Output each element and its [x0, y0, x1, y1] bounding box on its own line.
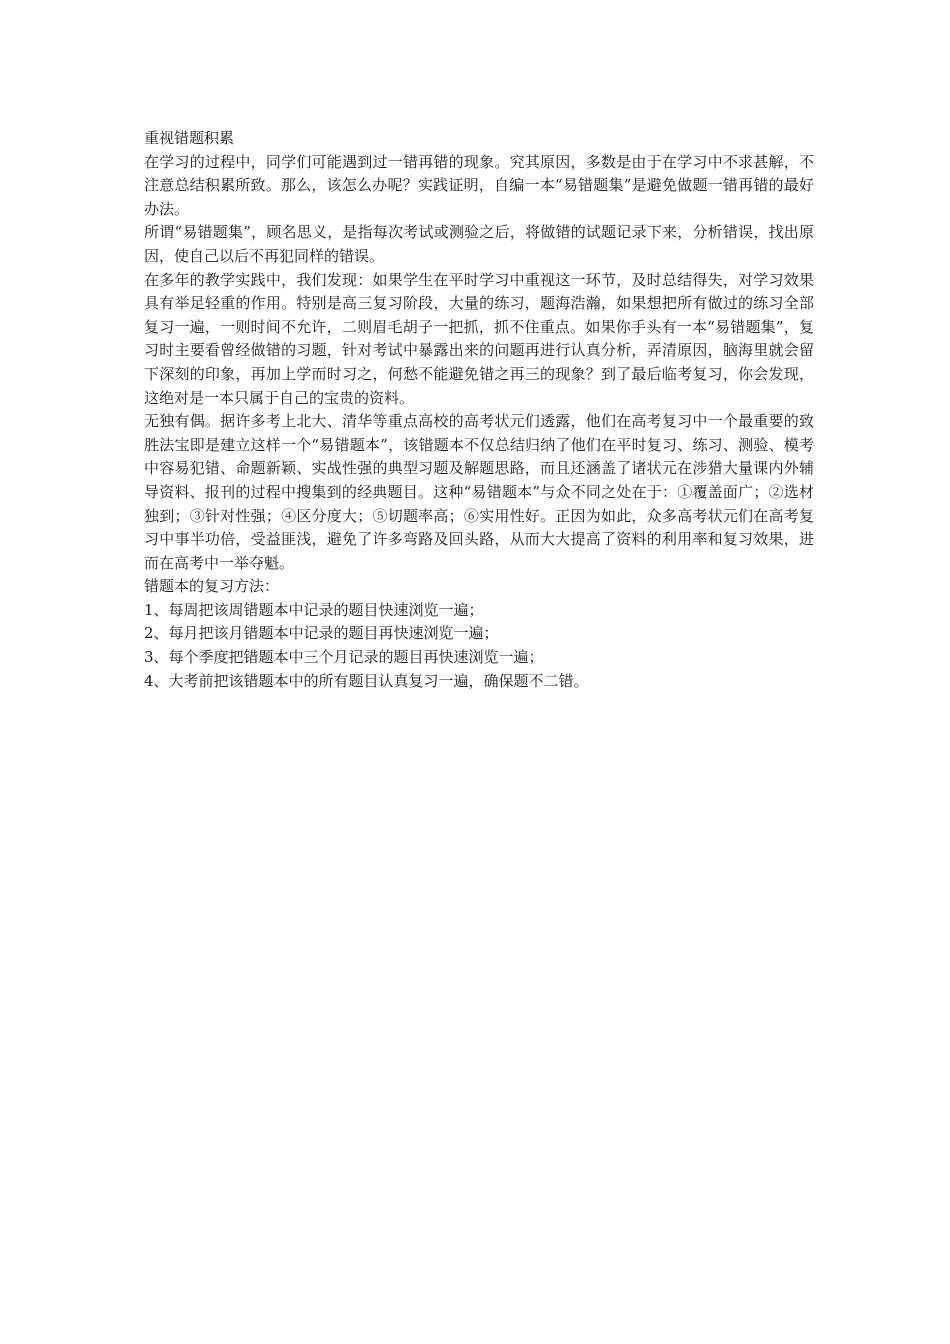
document-body: [144, 127, 814, 693]
review-method-item: 1、每周把该周错题本中记录的题目快速浏览一遍；: [144, 600, 484, 619]
paragraph-intro: 在学习的过程中，同学们可能遇到过一错再错的现象。究其原因，多数是由于在学习中不求甚解，不注意总结积累所致。那么，该怎么办呢？实践证明，自编一本“易错题集”是避免做题一错再错的最好办法。: [144, 152, 814, 218]
document-title: 重视错题积累: [144, 129, 235, 147]
paragraph-practice: 在多年的教学实践中，我们发现：如果学生在平时学习中重视这一环节，及时总结得失，对学习效果具有举足轻重的作用。特别是高三复习阶段，大量的练习，题海浩瀚，如果想把所有做过的练习全部复习一遍，一则时间不允许，二则眉毛胡子一把抓，抓不住重点。如果你手头有一本“易错题集”，复习时主要看曾经做错的习题，针对考试中暴露出来的问题再进行认真分析，弄清原因，脑海里就会留下深刻的印象，再加上学而时习之，何愁不能避免错之再三的现象？到了最后临考复习，你会发现，这绝对是一本只属于自己的宝贵的资料。: [144, 270, 814, 407]
paragraph-top-students: 无独有偶。据许多考上北大、清华等重点高校的高考状元们透露，他们在高考复习中一个最重要的致胜法宝即是建立这样一个“易错题本”，该错题本不仅总结归纳了他们在平时复习、练习、测验、模考中容易犯错、命题新颖、实战性强的典型习题及解题思路，而且还涵盖了诸状元在涉猎大量课内外辅导资料、报刊的过程中搜集到的经典题目。这种“易错题本”与众不同之处在于：①覆盖面广；②选材独到；③针对性强；④区分度大；⑤切题率高；⑥实用性好。正因为如此，众多高考状元们在高考复习中事半功倍，受益匪浅，避免了许多弯路及回头路，从而大大提高了资料的利用率和复习效果，进而在高考中一举夺魁。: [144, 412, 814, 572]
review-method-item: 3、每个季度把错题本中三个月记录的题目再快速浏览一遍；: [144, 648, 544, 667]
review-method-item: 2、每月把该月错题本中记录的题目再快速浏览一遍；: [144, 624, 499, 643]
review-methods-heading: 错题本的复习方法：: [144, 577, 280, 596]
review-method-item: 4、大考前把该错题本中的所有题目认真复习一遍，确保题不二错。: [144, 671, 589, 690]
paragraph-definition: 所谓“易错题集”，顾名思义，是指每次考试或测验之后，将做错的试题记录下来，分析错误，找出原因，使自己以后不再犯同样的错误。: [144, 223, 814, 265]
